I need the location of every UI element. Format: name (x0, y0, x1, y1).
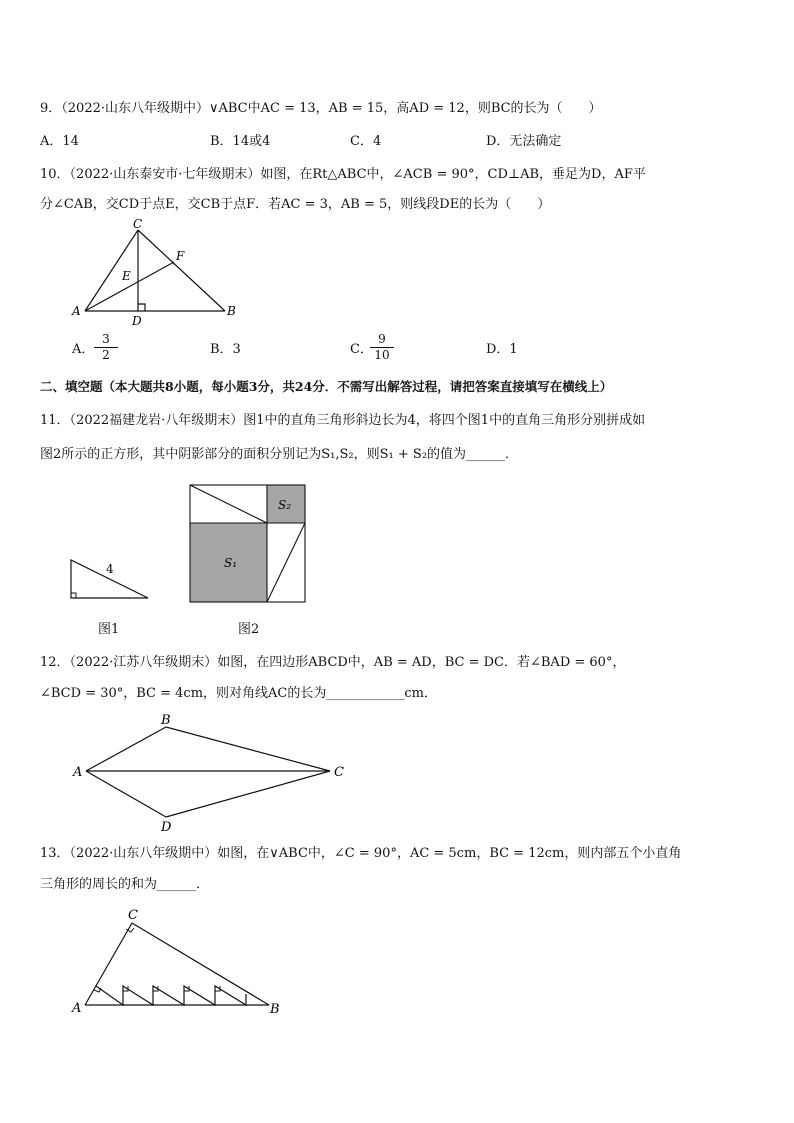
q10-option-c-num: 9 (370, 332, 394, 348)
q11-fig1-caption: 图1 (98, 622, 120, 637)
q12-label-c: C (334, 765, 344, 780)
q10-option-a-num: 3 (94, 332, 118, 348)
q13-label-a: A (72, 1001, 82, 1016)
q10-figure (60, 218, 260, 328)
q10-stem-line1: 10．（2022·山东泰安市·七年级期末）如图，在Rt△ABC中，∠ACB = 90°，CD⊥AB，垂足为D，AF平 (40, 167, 646, 182)
q10-option-a-den: 2 (102, 348, 110, 362)
q10-option-c-label: C． (350, 342, 373, 357)
q13-side-ac (85, 923, 132, 1005)
q13-figure (70, 902, 290, 1020)
q11-label-s2: S₂ (278, 498, 292, 512)
section2-heading: 二、填空题（本大题共8小题，每小题3分，共24分．不需写出解答过程，请把答案直接填写在横线上） (40, 379, 613, 394)
q10-stem-line2: 分∠CAB，交CD于点E，交CB于点F．若AC = 3，AB = 5，则线段DE的长为（ ） (40, 197, 551, 212)
q11-figure1 (68, 555, 153, 603)
q11-fig1-hypotenuse-label: 4 (106, 562, 114, 576)
q10-option-a-label: A． (72, 342, 95, 357)
q12-label-b: B (161, 713, 171, 728)
q11-figure2 (190, 485, 306, 603)
q9-option-c: C．4 (350, 134, 382, 149)
q9-stem: 9．（2022·山东八年级期中）∨ABC中AC = 13，AB = 15，高AD = 12，则BC的长为（ ） (40, 101, 602, 116)
q10-label-b: B (227, 304, 236, 318)
q12-line1: 12．（2022·江苏八年级期末）如图，在四边形ABCD中，AB = AD，BC = DC．若∠BAD = 60°， (40, 655, 626, 670)
q9-option-b: B．14或4 (210, 134, 271, 149)
q10-option-d: D．1 (486, 342, 518, 357)
q10-option-a-fraction (94, 332, 118, 363)
q11-label-s1: S₁ (224, 556, 238, 570)
q10-label-e: E (122, 269, 131, 283)
q13-label-b: B (270, 1002, 280, 1017)
q10-option-c-den: 10 (374, 348, 390, 362)
q10-label-c: C (133, 217, 143, 231)
q10-label-f: F (176, 249, 185, 263)
q10-label-a: A (72, 304, 81, 318)
q13-line1: 13．（2022·山东八年级期中）如图，在∨ABC中，∠C = 90°，AC = 5cm，BC = 12cm，则内部五个小直角 (40, 846, 682, 861)
q12-figure (72, 710, 352, 835)
q11-fig2-caption: 图2 (238, 622, 260, 637)
q12-label-a: A (73, 765, 83, 780)
q10-side-cb (138, 230, 225, 311)
q11-line2: 图2所示的正方形，其中阴影部分的面积分别记为S₁,S₂，则S₁ + S₂的值为______． (40, 447, 519, 462)
q10-right-angle-mark (138, 304, 145, 311)
q9-option-a: A．14 (40, 134, 79, 149)
q13-label-c: C (128, 908, 138, 923)
q12-line2: ∠BCD = 30°，BC = 4cm，则对角线AC的长为____________cm． (40, 686, 437, 701)
q13-line2: 三角形的周长的和为______． (40, 877, 210, 892)
q10-option-b: B．3 (210, 342, 241, 357)
q10-option-c-fraction (370, 332, 394, 363)
q9-option-d: D．无法确定 (486, 134, 562, 149)
q12-label-d: D (161, 820, 172, 835)
q11-line1: 11．（2022福建龙岩·八年级期末）图1中的直角三角形斜边长为4，将四个图1中的直角三角形分别拼成如 (40, 413, 646, 428)
q10-label-d: D (132, 314, 142, 328)
